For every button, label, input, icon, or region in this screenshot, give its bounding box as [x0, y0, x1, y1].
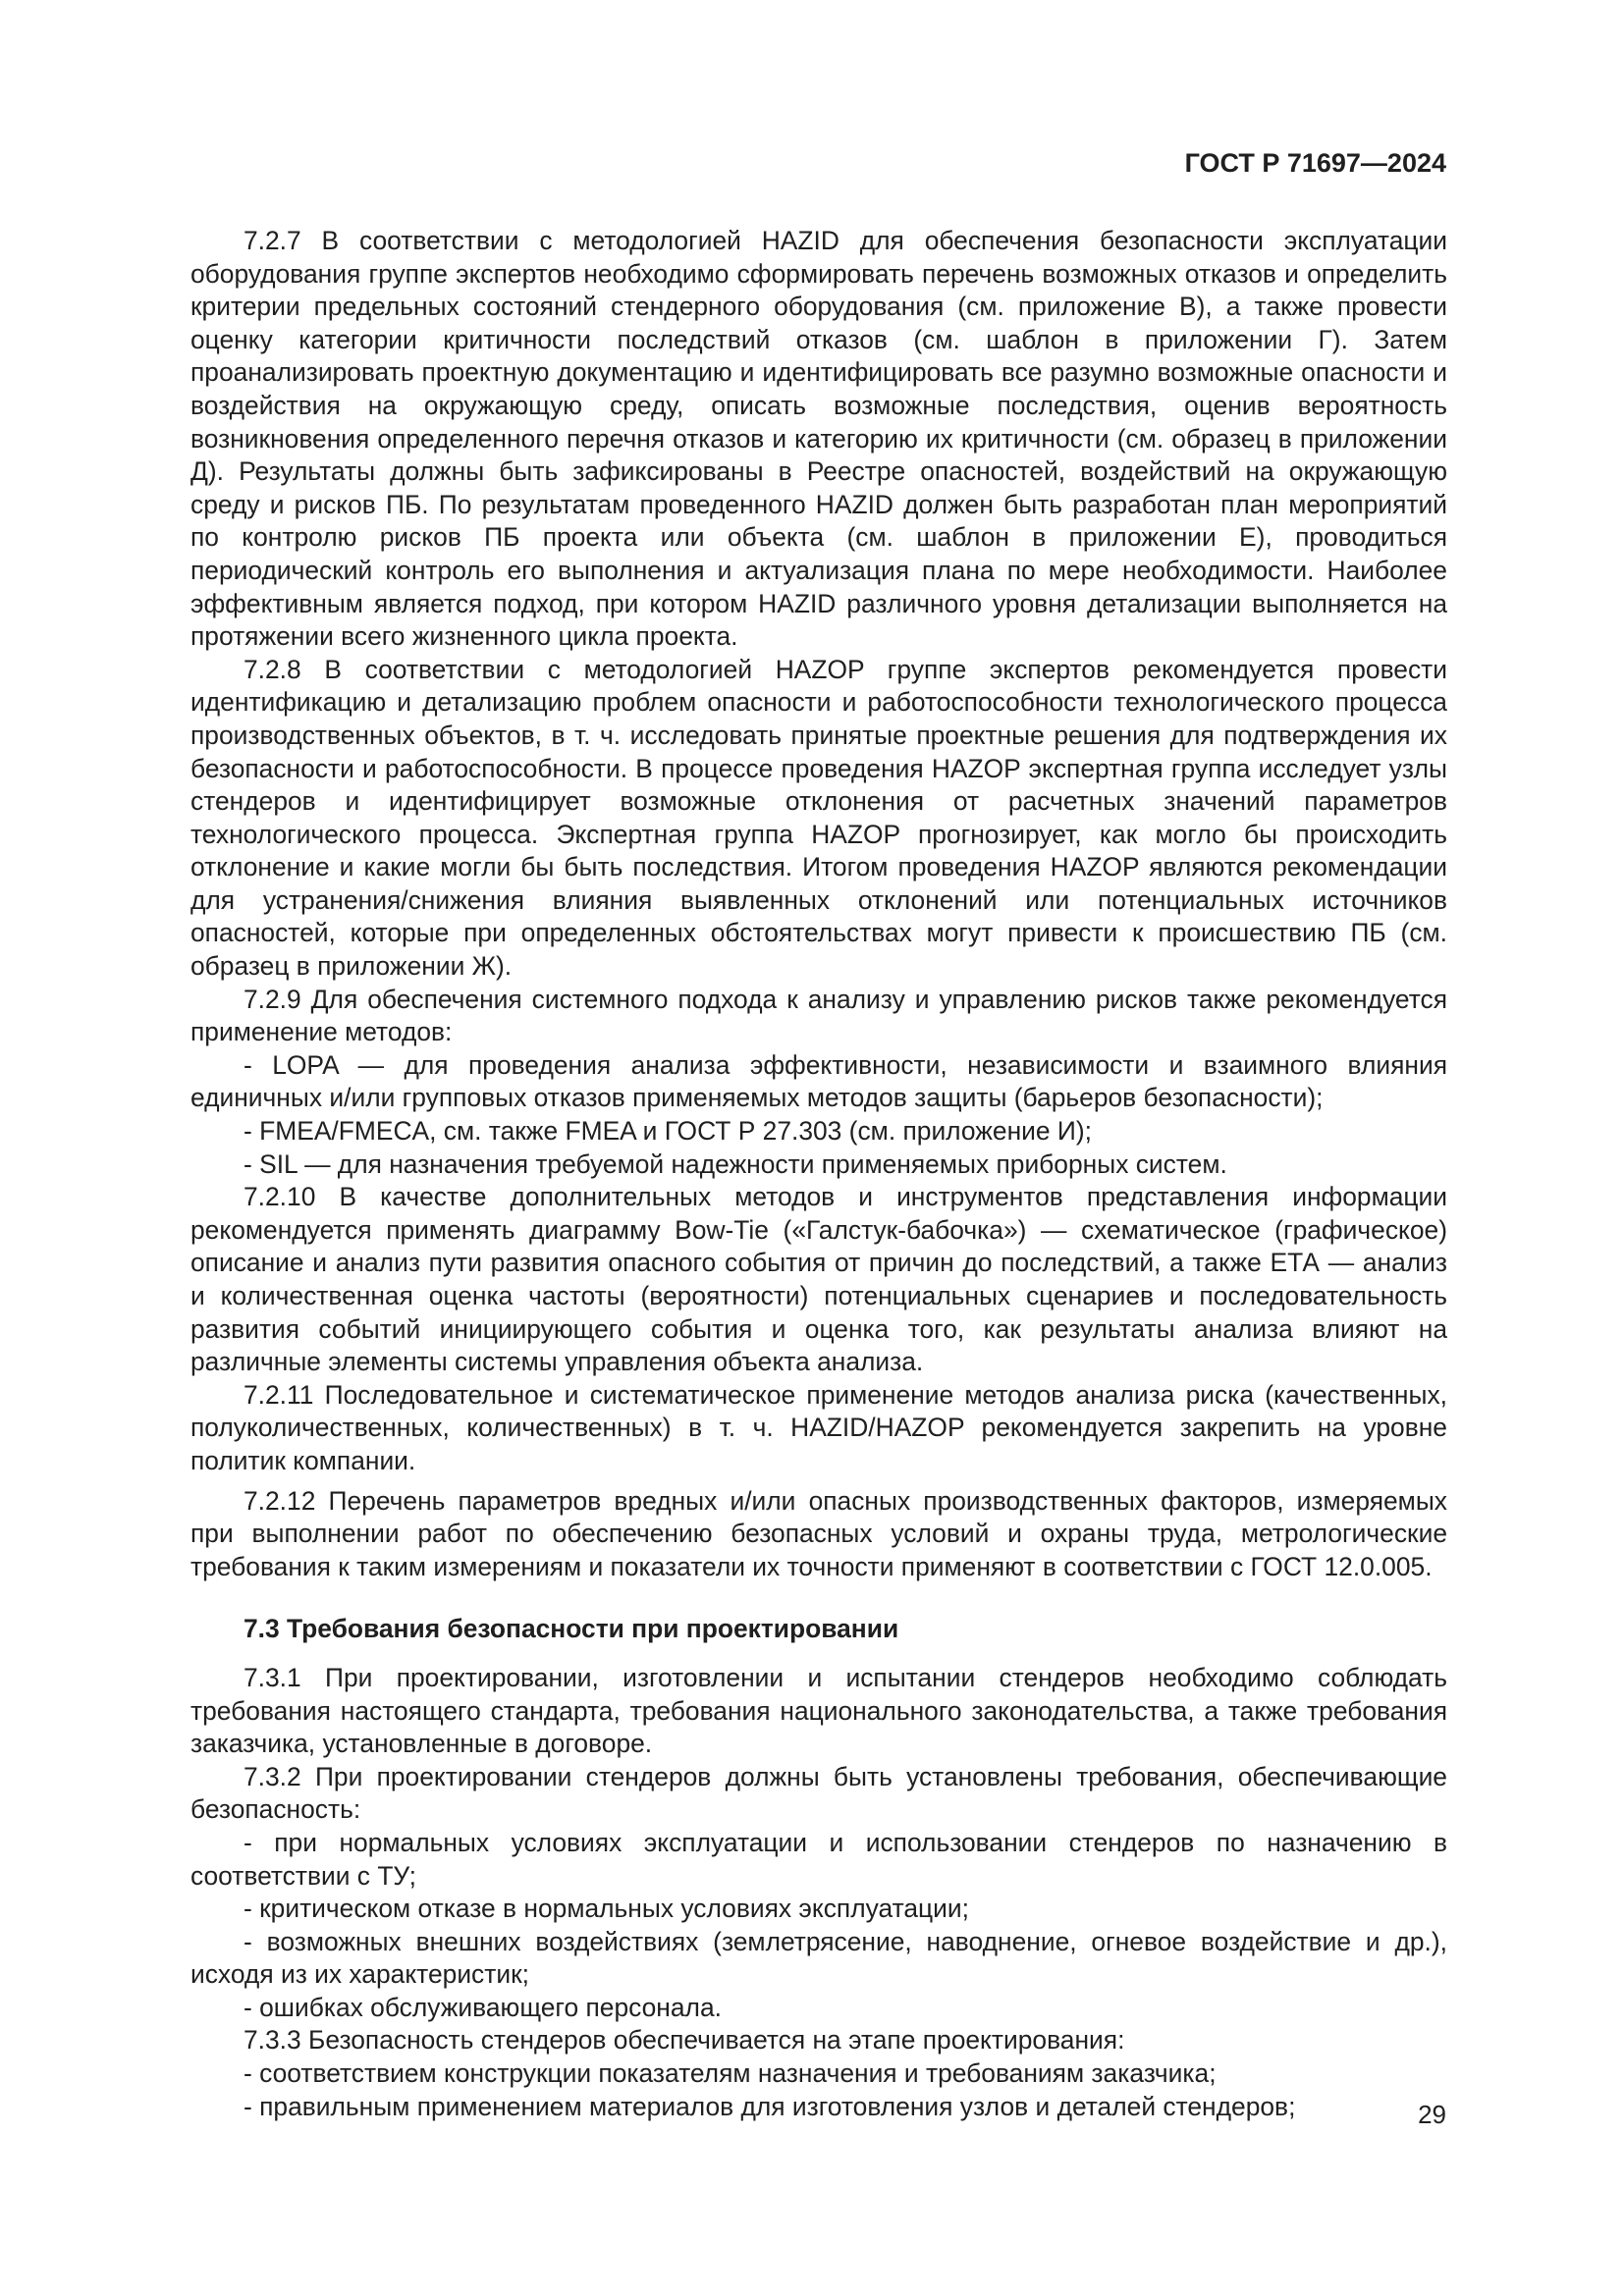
- list-item-external-impacts: - возможных внешних воздействиях (землетрясение, наводнение, огневое воздействие и др.), исходя из их характеристик;: [190, 1926, 1447, 1990]
- list-item-fmea: - FMEA/FMECA, см. также FMEA и ГОСТ Р 27.303 (см. приложение И);: [244, 1116, 1093, 1147]
- paragraph-7-3-3: 7.3.3 Безопасность стендеров обеспечивается на этапе проектирования:: [244, 2025, 1125, 2056]
- list-item-materials: - правильным применением материалов для изготовления узлов и деталей стендеров;: [244, 2091, 1296, 2121]
- standard-id-header: ГОСТ Р 71697—2024: [1184, 148, 1446, 178]
- paragraph-7-2-12: 7.2.12 Перечень параметров вредных и/или опасных производственных факторов, измеряемых при выполнении работ по обеспечению безопасных условий и охраны труда, метрологические требования к таким измерениям и показатели их точности применяют в соответствии с ГОСТ 12.0.005.: [190, 1485, 1447, 1581]
- list-item-sil: - SIL — для назначения требуемой надежности применяемых приборных систем.: [244, 1148, 1227, 1179]
- paragraph-7-2-8: 7.2.8 В соответствии с методологией HAZOP группе экспертов рекомендуется провести идентификацию и детализацию проблем опасности и работоспособности технологического процесса производственных объектов, в т. ч. исследовать принятые проектные решения для подтверждения их безопасности и работоспособности. В процессе проведения HAZOP экспертная группа исследует узлы стендеров и идентифицирует возможные отклонения от расчетных значений параметров технологического процесса. Экспертная группа HAZOP прогнозирует, как могло бы происходить отклонение и какие могли бы быть последствия. Итогом проведения HAZOP являются рекомендации для устранения/снижения влияния выявленных отклонений или потенциальных источников опасностей, которые при определенных обстоятельствах могут привести к происшествию ПБ (см. образец в приложении Ж).: [190, 654, 1447, 982]
- list-item-personnel-errors: - ошибках обслуживающего персонала.: [244, 1992, 722, 2022]
- list-item-critical-failure: - критическом отказе в нормальных условиях эксплуатации;: [244, 1894, 969, 1924]
- page-body: [190, 225, 1447, 2123]
- page-number: 29: [1418, 2100, 1446, 2129]
- section-heading-7-3: 7.3 Требования безопасности при проектировании: [244, 1614, 899, 1644]
- list-item-normal-conditions: - при нормальных условиях эксплуатации и использовании стендеров по назначению в соответствии с ТУ;: [190, 1827, 1447, 1891]
- list-item-design-compliance: - соответствием конструкции показателям назначения и требованиям заказчика;: [244, 2058, 1217, 2089]
- list-item-lopa: - LOPA — для проведения анализа эффективности, независимости и взаимного влияния единичных и/или групповых отказов применяемых методов защиты (барьеров безопасности);: [190, 1049, 1447, 1113]
- paragraph-7-2-7: 7.2.7 В соответствии с методологией HAZID для обеспечения безопасности эксплуатации оборудования группе экспертов необходимо сформировать перечень возможных отказов и определить критерии предельных состояний стендерного оборудования (см. приложение В), а также провести оценку категории критичности последствий отказов (см. шаблон в приложении Г). Затем проанализировать проектную документацию и идентифицировать все разумно возможные опасности и воздействия на окружающую среду, описать возможные последствия, оценив вероятность возникновения определенного перечня отказов и категорию их критичности (см. образец в приложении Д). Результаты должны быть зафиксированы в Реестре опасностей, воздействий на окружающую среду и рисков ПБ. По результатам проведенного HAZID должен быть разработан план мероприятий по контролю рисков ПБ проекта или объекта (см. шаблон в приложении Е), проводиться периодический контроль его выполнения и актуализация плана по мере необходимости. Наиболее эффективным является подход, при котором HAZID различного уровня детализации выполняется на протяжении всего жизненного цикла проекта.: [190, 226, 1447, 652]
- paragraph-7-2-9: 7.2.9 Для обеспечения системного подхода к анализу и управлению рисков также рекомендуется применение методов:: [190, 984, 1447, 1047]
- paragraph-7-3-1: 7.3.1 При проектировании, изготовлении и испытании стендеров необходимо соблюдать требования настоящего стандарта, требования национального законодательства, а также требования заказчика, установленные в договоре.: [190, 1662, 1447, 1759]
- paragraph-7-2-10: 7.2.10 В качестве дополнительных методов и инструментов представления информации рекомендуется применять диаграмму Bow-Tie («Галстук-бабочка») — схематическое (графическое) описание и анализ пути развития опасного события от причин до последствий, а также ЕТА — анализ и количественная оценка частоты (вероятности) потенциальных сценариев и последовательность развития событий инициирующего события и оценка того, как результаты анализа влияют на различные элементы системы управления объекта анализа.: [190, 1182, 1447, 1377]
- paragraph-7-2-11: 7.2.11 Последовательное и систематическое применение методов анализа риска (качественных, полуколичественных, количественных) в т. ч. HAZID/HAZOP рекомендуется закрепить на уровне политик компании.: [190, 1379, 1447, 1475]
- paragraph-7-3-2: 7.3.2 При проектировании стендеров должны быть установлены требования, обеспечивающие безопасность:: [190, 1761, 1447, 1825]
